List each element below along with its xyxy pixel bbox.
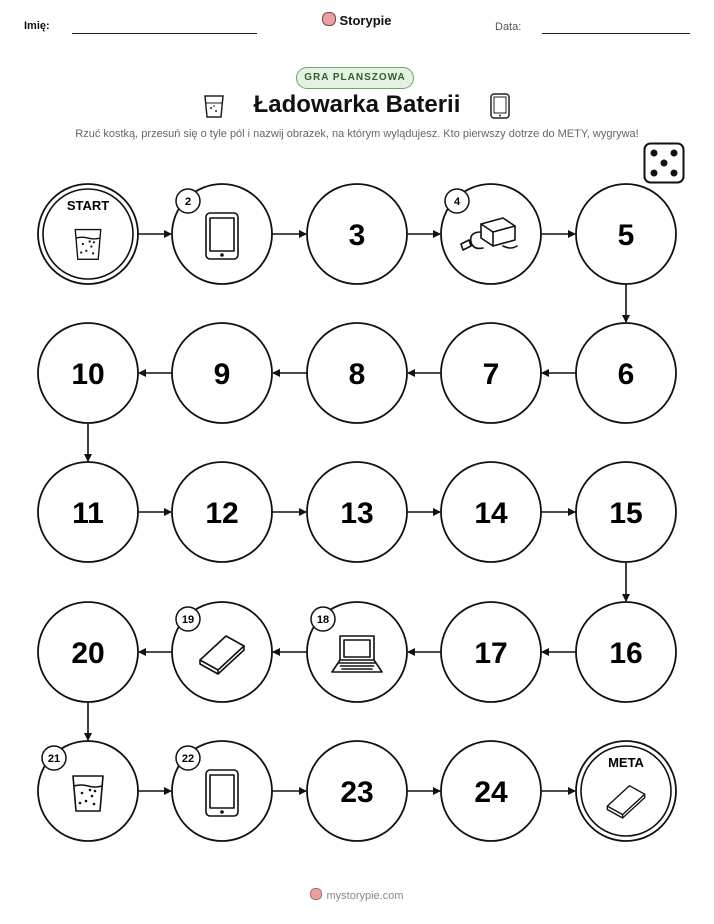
board-space-4[interactable]	[441, 184, 541, 284]
page-title: Ładowarka Baterii	[253, 91, 461, 118]
space-number: 12	[205, 497, 239, 530]
space-number: 3	[348, 219, 366, 252]
space-number: 10	[71, 358, 105, 391]
space-number: 5	[617, 219, 635, 252]
board-space-10[interactable]	[38, 323, 138, 423]
space-number: 23	[340, 776, 374, 809]
board-space-16[interactable]	[576, 602, 676, 702]
space-number: 7	[482, 358, 500, 391]
mascot-icon	[310, 888, 322, 900]
board-space-12[interactable]	[172, 462, 272, 562]
board-space-11[interactable]	[38, 462, 138, 562]
board-space-2[interactable]	[172, 184, 272, 284]
board-space-22[interactable]	[172, 741, 272, 841]
game-type-badge: GRA PLANSZOWA	[296, 67, 414, 89]
instructions: Rzuć kostką, przesuń się o tyle pól i nazwij obrazek, na którym wylądujesz. Kto pierwszy dotrze do METY, wygrywa!	[75, 128, 639, 140]
board-space-3[interactable]	[307, 184, 407, 284]
space-number: 18	[316, 614, 330, 626]
start-space[interactable]	[38, 184, 138, 284]
board-space-6[interactable]	[576, 323, 676, 423]
finish-label: META	[608, 755, 644, 770]
finish-space[interactable]	[576, 741, 676, 841]
board-space-20[interactable]	[38, 602, 138, 702]
board-space-8[interactable]	[307, 323, 407, 423]
board-space-13[interactable]	[307, 462, 407, 562]
footer	[0, 888, 714, 902]
space-number: 16	[609, 637, 643, 670]
board-space-9[interactable]	[172, 323, 272, 423]
space-number: 6	[617, 358, 635, 391]
board-space-17[interactable]	[441, 602, 541, 702]
board-space-5[interactable]	[576, 184, 676, 284]
board-space-24[interactable]	[441, 741, 541, 841]
footer-url: mystorypie.com	[326, 890, 404, 902]
space-number: 2	[184, 196, 192, 208]
space-number: 14	[474, 497, 508, 530]
space-number: 19	[181, 614, 195, 626]
brand-name: Storypie	[339, 13, 392, 28]
board-space-7[interactable]	[441, 323, 541, 423]
date-label: Data:	[495, 21, 522, 33]
board-space-23[interactable]	[307, 741, 407, 841]
space-number: 20	[71, 637, 105, 670]
board-space-15[interactable]	[576, 462, 676, 562]
board-space-21[interactable]	[38, 741, 138, 841]
space-number: 21	[47, 753, 61, 765]
space-number: 9	[213, 358, 231, 391]
board-space-18[interactable]	[307, 602, 407, 702]
space-number: 15	[609, 497, 643, 530]
space-number: 8	[348, 358, 366, 391]
space-number: 22	[181, 753, 195, 765]
board-space-14[interactable]	[441, 462, 541, 562]
space-number: 11	[72, 497, 104, 530]
start-label: START	[66, 198, 110, 213]
space-number: 17	[474, 637, 508, 670]
space-number: 13	[340, 497, 374, 530]
space-number: 4	[453, 196, 461, 208]
space-number: 24	[474, 776, 508, 809]
name-label: Imię:	[24, 20, 50, 32]
board-space-19[interactable]	[172, 602, 272, 702]
